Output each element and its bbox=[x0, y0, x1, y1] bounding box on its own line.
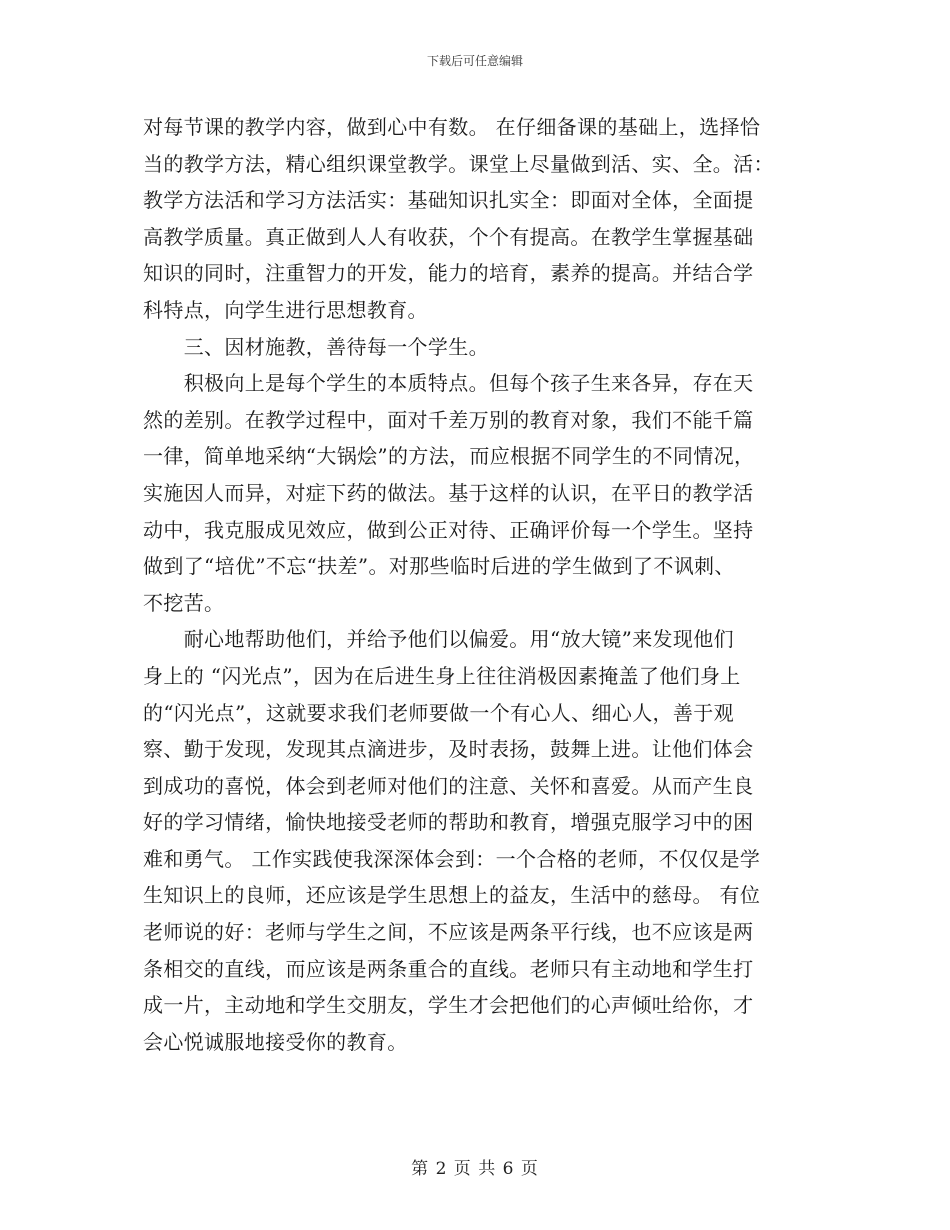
text-line: 好的学习情绪，愉快地接受老师的帮助和教育，增强克服学习中的困 bbox=[143, 810, 754, 835]
text-line: 身上的 “闪光点”，因为在后进生身上往往消极因素掩盖了他们身上 bbox=[143, 663, 741, 688]
text-line: 难和勇气。 工作实践使我深深体会到：一个合格的老师，不仅仅是学 bbox=[143, 846, 761, 871]
text-line: 当的教学方法，精心组织课堂教学。课堂上尽量做到活、实、全。活： bbox=[143, 151, 774, 176]
text-line: 高教学质量。真正做到人人有收获，个个有提高。在教学生掌握基础 bbox=[143, 224, 754, 249]
section-heading: 三、因材施教，善待每一个学生。 bbox=[143, 334, 489, 359]
text-line: 实施因人而异，对症下药的做法。基于这样的认识，在平日的教学活 bbox=[143, 480, 754, 505]
text-line: 条相交的直线，而应该是两条重合的直线。老师只有主动地和学生打 bbox=[143, 956, 754, 981]
page-number: 第 2 页 共 6 页 bbox=[411, 1159, 539, 1179]
text-line: 不挖苦。 bbox=[143, 590, 225, 615]
text-line: 察、勤于发现，发现其点滴进步，及时表扬，鼓舞上进。让他们体会 bbox=[143, 737, 754, 762]
text-line: 的“闪光点”，这就要求我们老师要做一个有心人、细心人，善于观 bbox=[143, 700, 734, 725]
text-line: 对每节课的教学内容，做到心中有数。 在仔细备课的基础上，选择恰 bbox=[143, 115, 761, 139]
text-line: 积极向上是每个学生的本质特点。但每个孩子生来各异，存在天 bbox=[143, 371, 754, 396]
text-line: 科特点，向学生进行思想教育。 bbox=[143, 297, 428, 322]
text-line: 一律，简单地采纳“大锅烩”的方法，而应根据不同学生的不同情况， bbox=[143, 444, 755, 469]
text-line: 动中，我克服成见效应，做到公正对待、正确评价每一个学生。坚持 bbox=[143, 517, 754, 542]
page-header: 下载后可任意编辑 bbox=[426, 54, 523, 68]
text-line: 会心悦诚服地接受你的教育。 bbox=[143, 1029, 408, 1054]
text-line: 耐心地帮助他们，并给予他们以偏爱。用“放大镜”来发现他们 bbox=[143, 627, 734, 652]
text-line: 然的差别。在教学过程中，面对千差万别的教育对象，我们不能千篇 bbox=[143, 407, 754, 432]
text-line: 成一片，主动地和学生交朋友，学生才会把他们的心声倾吐给你，才 bbox=[143, 993, 754, 1018]
text-line: 老师说的好：老师与学生之间，不应该是两条平行线，也不应该是两 bbox=[143, 920, 754, 945]
text-line: 生知识上的良师，还应该是学生思想上的益友，生活中的慈母。 有位 bbox=[143, 883, 761, 908]
text-line: 到成功的喜悦，体会到老师对他们的注意、关怀和喜爱。从而产生良 bbox=[143, 773, 754, 798]
text-line: 做到了“培优”不忘“扶差”。对那些临时后进的学生做到了不讽刺、 bbox=[143, 554, 735, 579]
document-body bbox=[143, 109, 808, 1060]
text-line: 教学方法活和学习方法活实：基础知识扎实全：即面对全体，全面提 bbox=[143, 188, 754, 213]
text-line: 知识的同时，注重智力的开发，能力的培育，素养的提高。并结合学 bbox=[143, 261, 754, 286]
